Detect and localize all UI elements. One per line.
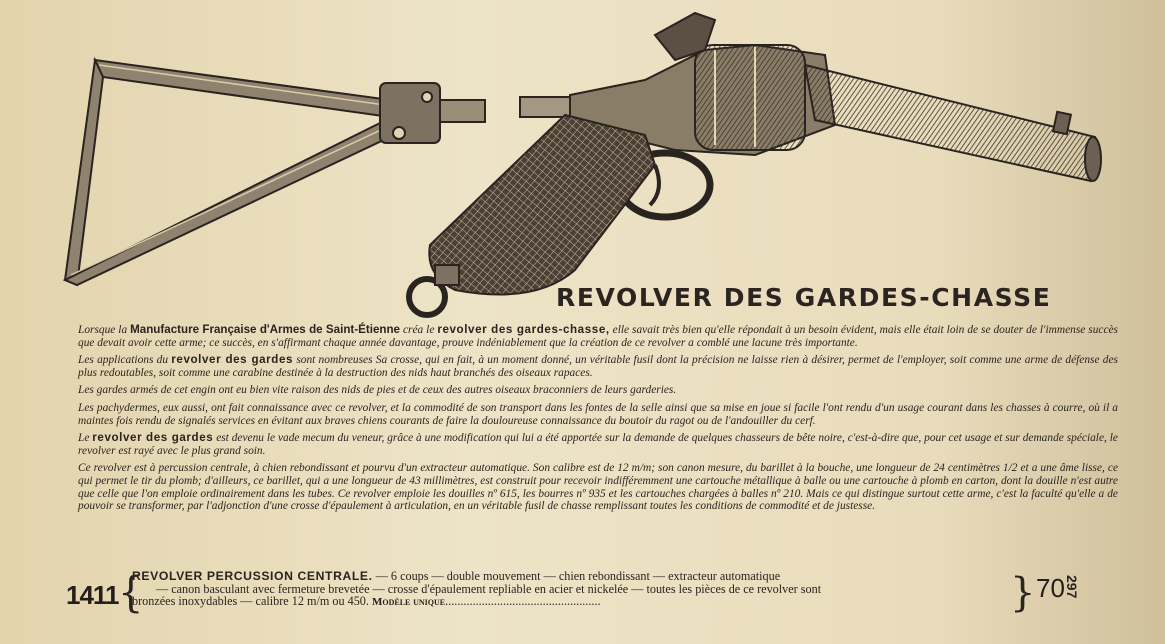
paragraph-text: sont nombreuses Sa crosse, qui en fait, à un moment donné, un véritable fusil dont la précision ne laisse rien à désirer, permet de l'employer, soit comme une arme de défense des plus redoutables, soit comme une carabine destinée à la destruction des nids haut branchés des oiseaux rapaces. [78,354,1118,379]
product-line3: bronzées inoxydables — calibre 12 m/m ou 450. [132,594,372,609]
paragraph-text: est devenu le vade mecum du veneur, grâce à une modification qui lui a été apportée sur la demande de quelques chasseurs de bête noire, c'est-à-dire que, pour cet usage et sur demande spéciale, le revolver est rayé avec le plus grand soin. [78,432,1118,457]
paragraph-text: Les pachydermes, eux aussi, ont fait connaissance avec ce revolver, et la commodité de son transport dans les fontes de la selle ainsi que sa mise en joue si facile l'ont rendu d'un usage courant dans les chasses à courre, où il a maintes fois rendu de signalés services en évitant aux braves chiens courants de faire la douloureuse connaissance du boutoir du ragot ou de l'andouiller du cerf. [78,401,1118,427]
product-line1: — 6 coups — double mouvement — chien rebondissant — extracteur automatique [372,569,781,583]
product-line2: — canon basculant avec fermeture brevetée — crosse d'épaulement repliable en acier et nickelée — toutes les pièces de ce revolver sont [156,581,822,596]
paragraph-text: revolver des gardes-chasse, [437,323,610,336]
paragraph [78,354,1118,379]
paragraph-text: elle savait très bien qu'elle répondait à un besoin évident, mais elle était loin de se douter de l'immense succès que devait avoir cette arme; ce succès, en s'affirmant chaque année davantage, prouve indéniablement que la création de ce revolver a comblé une lacune très importante. [78,324,1118,349]
product-name: REVOLVER PERCUSSION CENTRALE. [132,569,373,583]
paragraph-text: Manufacture Française d'Armes de Saint-Étienne [130,323,401,336]
product-description [132,570,1010,609]
paragraph-text: Lorsque la [78,324,131,336]
revolver-illustration [55,5,1115,325]
page-number: 297 [1064,575,1080,599]
paragraph [78,384,1118,397]
product-listing [66,566,1126,616]
price: 70 [1036,573,1065,603]
paragraph-text: Les gardes armés de cet engin ont eu bien vite raison des nids de pies et de ceux des autres oiseaux braconniers de leurs garderies. [78,384,677,397]
revolver [409,13,1101,315]
paragraph [78,432,1118,457]
paragraph [78,324,1118,349]
paragraph-text: Les applications du [78,354,172,367]
paragraph-text: Le [78,432,93,445]
paragraph-text: Ce revolver est à percussion centrale, à chien rebondissant et pourvu d'un extracteur automatique. Son calibre est de 12 m/m; son canon mesure, du barillet à la bouche, une longueur de 24 centimètres 1/2 et a une âme lisse, ce qui permet le tir du plomb; d'ailleurs, ce barillet, qui a une longueur de 43 millimètres, est construit pour recevoir indifféremment une cartouche métallique à balle ou une cartouche à plomb en carton, dont la douille n'est autre que celle que l'on emploie ordinairement dans les tubes. Ce revolver emploie les douilles nº 615, les bourres nº 935 et les cartouches chargées à balles nº 210. Mais ce qui distingue surtout cette arme, c'est la faculté qu'elle a de pouvoir se transformer, par l'adjonction d'une crosse d'épaulement à articulation, en un véritable fusil de chasse remplissant toutes les conditions de commodité et de justesse. [78,462,1118,513]
paragraph-text: créa le [400,324,438,336]
left-brace: { [118,568,144,618]
description-text [78,324,1118,518]
paragraph-text: revolver des gardes [92,431,214,445]
paragraph [78,402,1118,427]
shoulder-stock [65,60,485,285]
page-title: REVOLVER DES GARDES-CHASSE [556,283,1052,312]
paragraph-text: revolver des gardes [171,353,294,367]
leader-dots: ................................................... [445,594,601,609]
model-label: Modèle unique [371,596,446,609]
paragraph [78,462,1118,512]
catalog-number: 1411 [66,580,119,610]
right-brace: } [1010,570,1036,616]
